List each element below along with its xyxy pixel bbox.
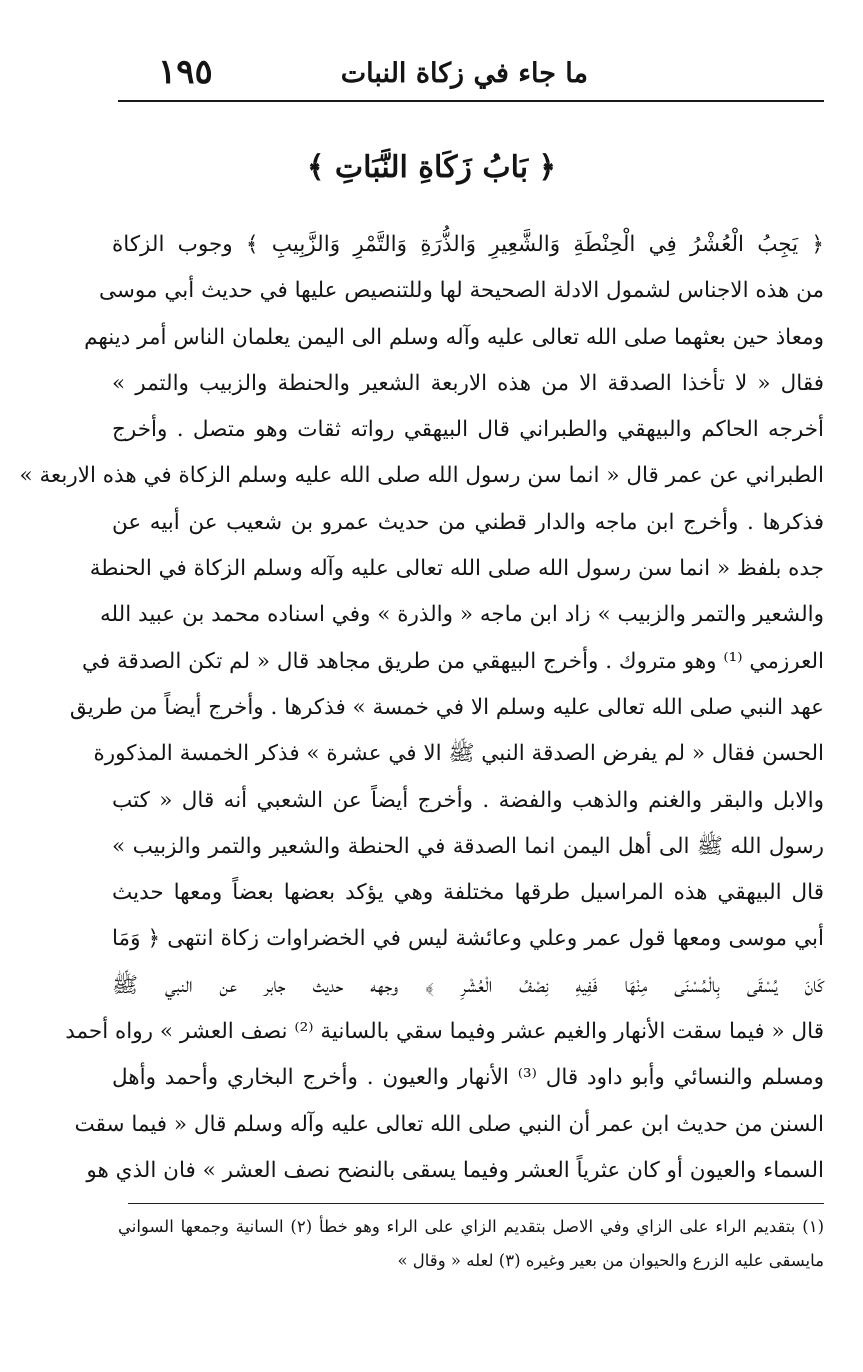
body-line: فقال « لا تأخذا الصدقة الا من هذه الاربعة الشعير والحنطة والزبيب والتمر » [112,370,824,396]
chapter-title: ﴿ بَابُ زَكَاةِ النَّبَاتِ ﴾ [306,150,557,185]
body-line: جده بلفظ « انما سن رسول الله صلى الله تعالى عليه وآله وسلم الزكاة في الحنطة [89,556,824,582]
body-line: عهد النبي صلى الله تعالى عليه وسلم الا في خمسة » فذكرها . وأخرج أيضاً من طريق [69,694,824,720]
body-text [19,222,824,1194]
body-line: فذكرها . وأخرج ابن ماجه والدار قطني من حديث عمرو بن شعيب عن أبيه عن [112,509,824,535]
body-line: كَانَ يُسْقَى بِالْمُسْنَى مِنْهَا فَفِيهِ نِصْفُ الْعُشْرِ ﴾ وجهه حديث جابر عن النبي ﷺ [112,972,824,998]
body-line: ومسلم والنسائي وأبو داود قال ⁽³⁾ الأنهار والعيون . وأخرج البخاري وأحمد وأهل [112,1065,824,1091]
body-line: والشعير والتمر والزبيب » زاد ابن ماجه « والذرة » وفي اسناده محمد بن عبيد الله [100,602,824,628]
body-line: السنن من حديث ابن عمر أن النبي صلى الله تعالى عليه وآله وسلم قال « فيما سقت [74,1111,824,1137]
body-line: ﴿ يَجِبُ الْعُشْرُ فِي الْحِنْطَةِ وَالشَّعِيرِ وَالذُّرَةِ وَالتَّمْرِ وَالزَّبِيبِ ﴾ وجوب الزكاة [112,232,824,257]
body-line: أخرجه الحاكم والبيهقي والطبراني قال البيهقي رواته ثقات وهو متصل . وأخرج [112,417,824,443]
body-line: الحسن فقال « لم يفرض الصدقة النبي ﷺ الا في عشرة » فذكر الخمسة المذكورة [93,741,824,767]
body-line: السماء والعيون أو كان عثرياً العشر وفيما يسقى بالنضح نصف العشر » فان الذي هو [86,1157,824,1183]
body-line: أبي موسى ومعها قول عمر وعلي وعائشة ليس في الخضراوات زكاة انتهى ﴿ وَمَا [112,926,824,952]
page-number: ١٩٥ [158,52,213,92]
body-line: الطبراني عن عمر قال « انما سن رسول الله صلى الله عليه وسلم الزكاة في هذه الاربعة » [19,463,824,489]
body-line: ومعاذ حين بعثهما صلى الله تعالى عليه وآله وسلم الى اليمن يعلمان الناس أمر دينهم [84,324,824,350]
footnotes [118,1210,824,1278]
body-line: من هذه الاجناس لشمول الادلة الصحيحة لها وللتنصيص عليها في حديث أبي موسى [98,278,824,304]
body-line: قال « فيما سقت الأنهار والغيم عشر وفيما سقي بالسانية ⁽²⁾ نصف العشر » رواه أحمد [65,1019,824,1045]
body-line: رسول الله ﷺ الى أهل اليمن انما الصدقة في الحنطة والشعير والتمر والزبيب » [112,833,824,859]
page-header [118,52,818,98]
header-rule [118,100,824,102]
footnote-line: (١) بتقديم الراء على الزاي وفي الاصل بتقديم الزاي على الراء وهو خطأ (٢) السانية وجمعها السواني [118,1217,824,1236]
footnote-line: مايسقى عليه الزرع والحيوان من بعير وغيره (٣) لعله « وقال » [397,1251,824,1270]
body-line: العرزمي ⁽¹⁾ وهو متروك . وأخرج البيهقي من طريق مجاهد قال « لم تكن الصدقة في [82,648,824,674]
body-line: قال البيهقي هذه المراسيل طرقها مختلفة وهي يؤكد بعضها بعضاً ومعها حديث [112,880,824,906]
running-title: ما جاء في زكاة النبات [340,58,588,89]
body-line: والابل والبقر والغنم والذهب والفضة . وأخرج أيضاً عن الشعبي أنه قال « كتب [112,787,824,813]
footnote-rule [128,1203,824,1204]
